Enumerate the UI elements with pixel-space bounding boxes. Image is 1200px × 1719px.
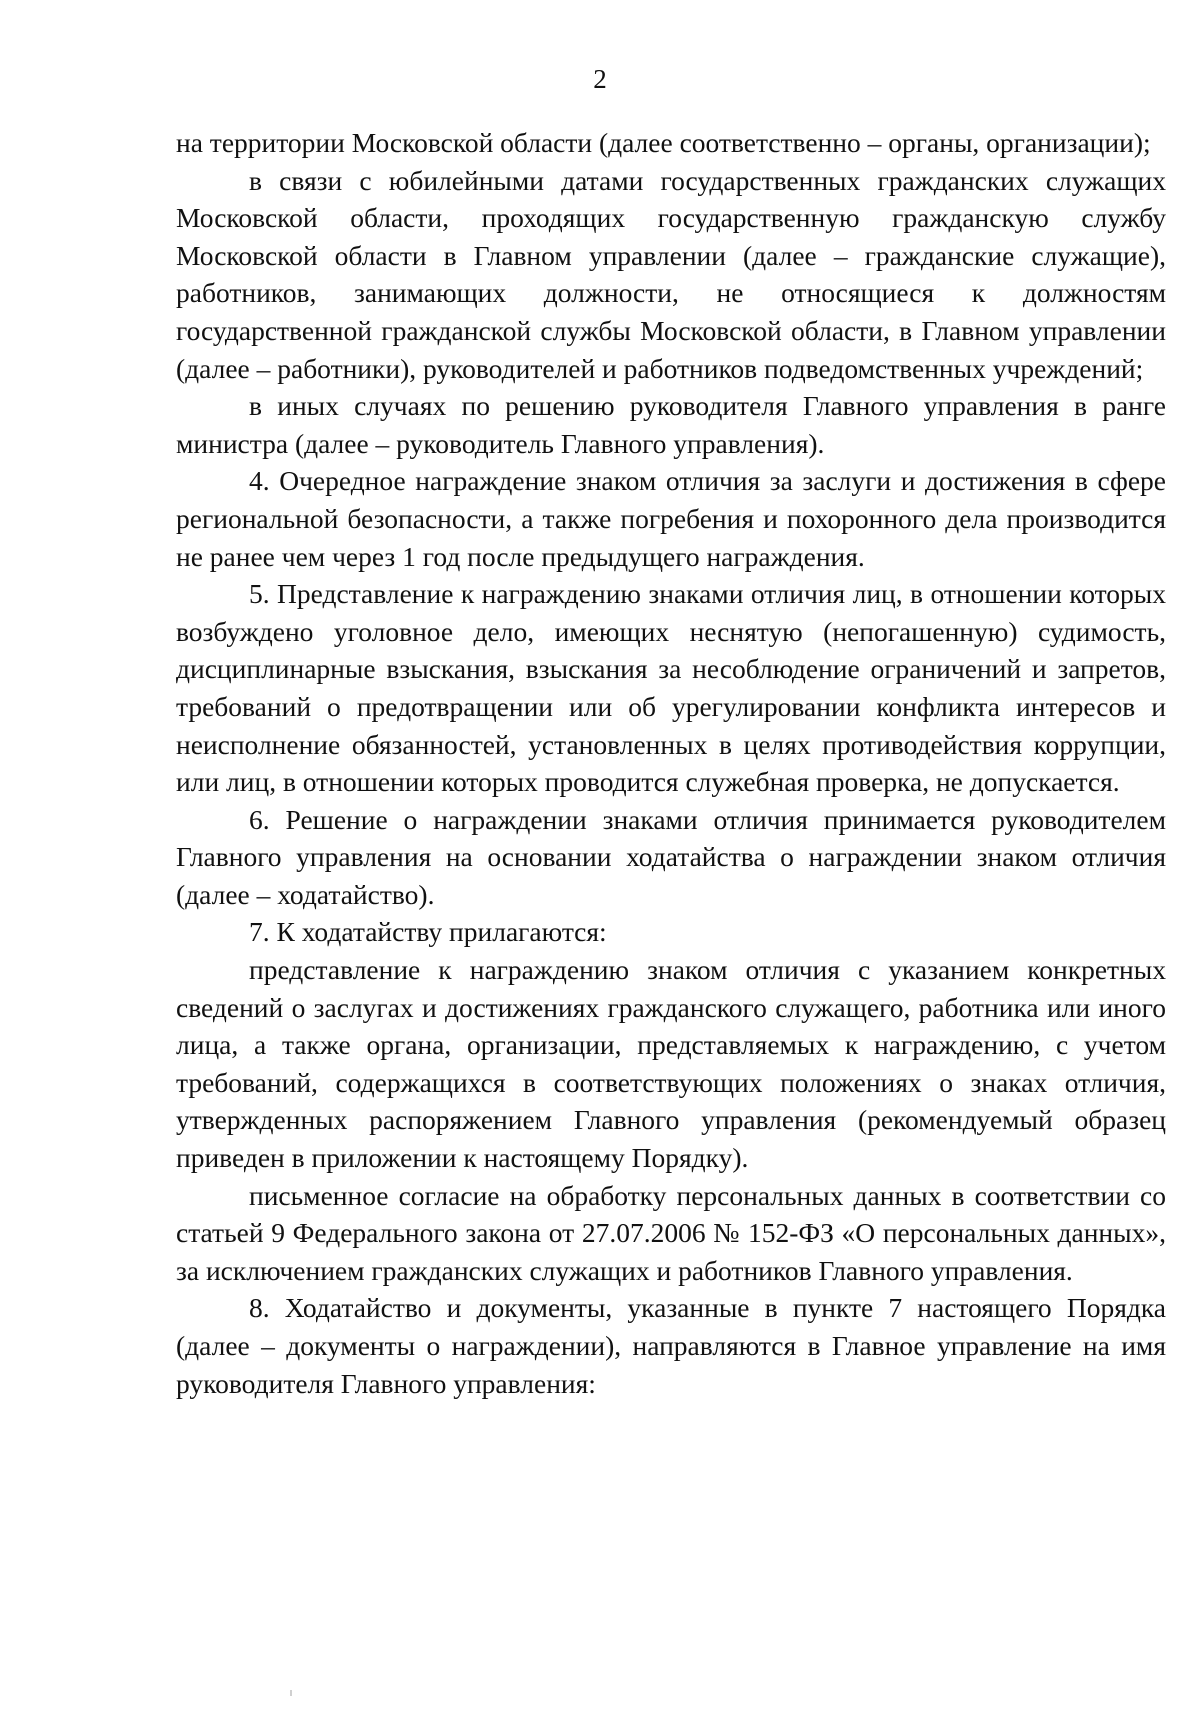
paragraph-item-7-consent: письменное согласие на обработку персональных данных в соответствии со статьей 9 Федерального закона от 27.07.2006 № 152-ФЗ «О персональных данных», за исключением гражданских служащих и работников Главного управления. (176, 1179, 1166, 1286)
paragraph-item-7-representation: представление к награждению знаком отличия с указанием конкретных сведений о заслугах и достижениях гражданского служащего, работника или иного лица, а также органа, организации, представляемых к награждению, с учетом требований, содержащихся в соответствующих положениях о знаках отличия, утвержденных распоряжением Главного управления (рекомендуемый образец приведен в приложении к настоящему Порядку). (176, 954, 1166, 1174)
paragraph-continuation: на территории Московской области (далее соответственно – органы, организации); (176, 127, 1151, 158)
paragraph-other-cases: в иных случаях по решению руководителя Главного управления в ранге министра (далее – руководитель Главного управления). (176, 390, 1166, 459)
paragraph-item-8: 8. Ходатайство и документы, указанные в пункте 7 настоящего Порядка (далее – документы о награждении), направляются в Главное управление на имя руководителя Главного управления: (176, 1292, 1166, 1399)
paragraph-item-5: 5. Представление к награждению знаками отличия лиц, в отношении которых возбуждено уголовное дело, имеющих неснятую (непогашенную) судимость, дисциплинарные взыскания, взыскания за несоблюдение ограничений и запретов, требований о предотвращении или об урегулировании конфликта интересов и неисполнение обязанностей, установленных в целях противодействия коррупции, или лиц, в отношении которых проводится служебная проверка, не допускается. (176, 578, 1166, 798)
scan-artifact (290, 1690, 292, 1696)
page-number: 2 (593, 64, 607, 94)
paragraph-jubilee-dates: в связи с юбилейными датами государственных гражданских служащих Московской области, проходящих государственную гражданскую службу Московской области в Главном управлении (далее – гражданские служащие), работников, занимающих должности, не относящиеся к должностям государственной гражданской службы Московской области, в Главном управлении (далее – работники), руководителей и работников подведомственных учреждений; (176, 164, 1166, 384)
paragraph-item-7: 7. К ходатайству прилагаются: (249, 916, 607, 948)
paragraph-item-4: 4. Очередное награждение знаком отличия за заслуги и достижения в сфере региональной безопасности, а также погребения и похоронного дела производится не ранее чем через 1 год после предыдущего награждения. (176, 465, 1166, 572)
document-body (176, 124, 1166, 1402)
paragraph-item-6: 6. Решение о награждении знаками отличия принимается руководителем Главного управления на основании ходатайства о награждении знаком отличия (далее – ходатайство). (176, 803, 1166, 910)
